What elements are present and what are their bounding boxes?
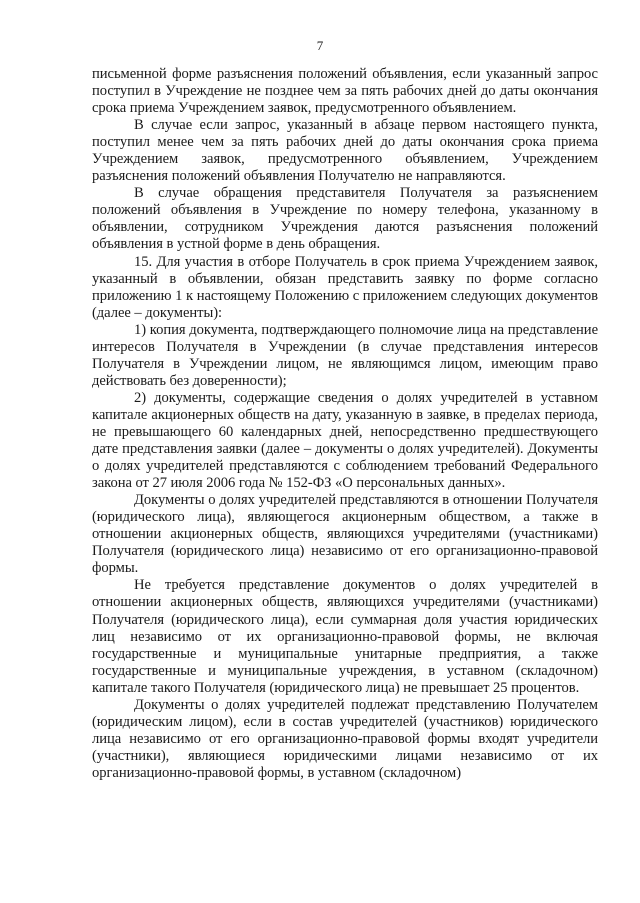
- paragraph-phone-inquiry: В случае обращения представителя Получателя за разъяснением положений объявления в Учреждение по номеру телефона, указанному в объявлении, сотрудником Учреждения даются разъяснения положений объявления в устной форме в день обращения.: [92, 185, 598, 253]
- paragraph-late-request: В случае если запрос, указанный в абзаце первом настоящего пункта, поступил менее чем за пять рабочих дней до даты окончания срока приема Учреждением заявок, предусмотренного объявлением, Учреждением разъяснения положений объявления Получателю не направляются.: [92, 117, 598, 185]
- paragraph-continuation: письменной форме разъяснения положений объявления, если указанный запрос поступил в Учреждение не позднее чем за пять рабочих дней до даты окончания срока приема Учреждением заявок, предусмотренного объявлением.: [92, 66, 598, 117]
- paragraph-founders-docs: Документы о долях учредителей представляются в отношении Получателя (юридического лица), являющегося акционерным обществом, а также в отношении акционерных обществ, являющихся учредителями (участниками) Получателя (юридического лица) независимо от его организационно-правовой формы.: [92, 492, 598, 577]
- paragraph-item-15: 15. Для участия в отборе Получатель в срок приема Учреждением заявок, указанный в объявлении, обязан представить заявку по форме согласно приложению 1 к настоящему Положению с приложением следующих документов (далее – документы):: [92, 253, 598, 321]
- paragraph-subject-to-submission: Документы о долях учредителей подлежат представлению Получателем (юридическим лицом), если в состав учредителей (участников) юридического лица независимо от его организационно-правовой формы входят учредители (участники), являющиеся юридическими лицами независимо от их организационно-правовой формы, в уставном (складочном): [92, 696, 598, 781]
- paragraph-subitem-2: 2) документы, содержащие сведения о долях учредителей в уставном капитале акционерных обществ на дату, указанную в заявке, в пределах периода, не превышающего 60 календарных дней, непосредственно предшествующего дате представления заявки (далее – документы о долях учредителей). Документы о долях учредителей представляются с соблюдением требований Федерального закона от 27 июля 2006 года № 152-ФЗ «О персональных данных».: [92, 389, 598, 492]
- paragraph-not-required: Не требуется представление документов о долях учредителей в отношении акционерных обществ, являющихся учредителями (участниками) Получателя (юридического лица), если суммарная доля участия юридических лиц независимо от их организационно-правовой формы, не включая государственные и муниципальные унитарные предприятия, а также государственные и муниципальные учреждения, в уставном (складочном) капитале такого Получателя (юридического лица) не превышает 25 процентов.: [92, 577, 598, 696]
- document-body: [92, 66, 598, 782]
- page-number: 7: [316, 38, 324, 53]
- paragraph-subitem-1: 1) копия документа, подтверждающего полномочие лица на представление интересов Получателя в Учреждении (в случае представления интересов Получателя в Учреждении лицом, не являющимся лицом, имеющим право действовать без доверенности);: [92, 321, 598, 389]
